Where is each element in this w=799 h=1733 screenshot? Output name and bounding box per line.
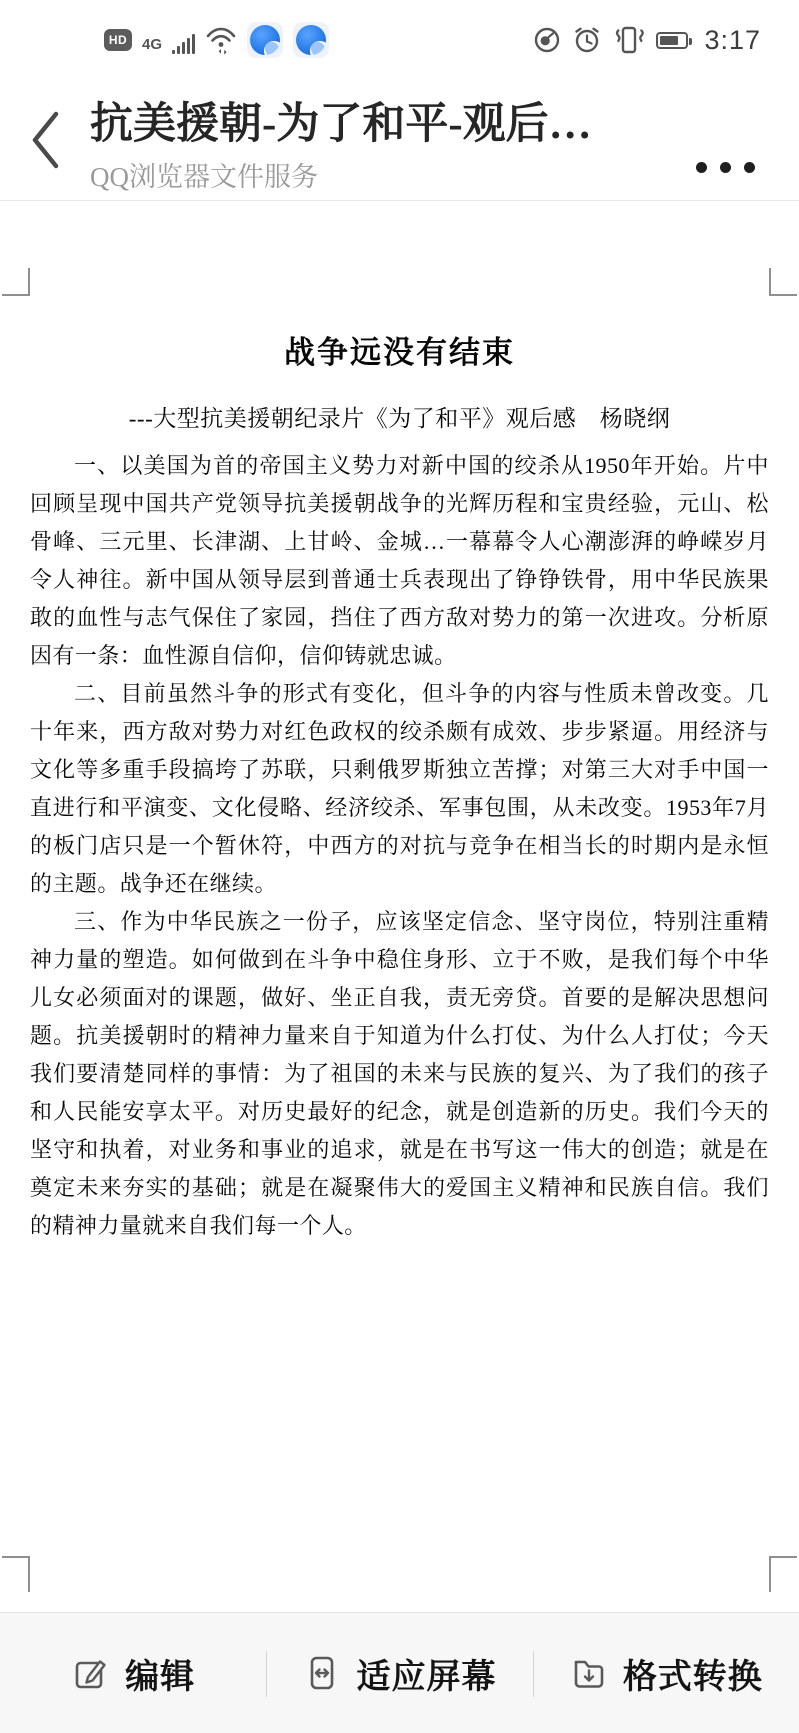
format-convert-label: 格式转换 [622, 1658, 763, 1696]
hd-badge: HD [104, 29, 132, 51]
paragraph-3: 三、作为中华民族之一份子，应该坚定信念、坚守岗位，特别注重精神力量的塑造。如何做到在斗争中稳住身形、立于不败，是我们每个中华儿女必须面对的课题，做好、坐正自我，责无旁贷。首要的是解决思想问题。抗美援朝时的精神力量来自于知道为什么打仗、为什么人打仗；今天我们要清楚同样的事情：为了祖国的未来与民族的复兴、为了我们的孩子和人民能安享太平。对历史最好的纪念，就是创造新的历史。我们今天的坚守和执着，对业务和事业的追求，就是在书写这一伟大的创造；就是在奠定未来夯实的基础；就是在凝聚伟大的爱国主义精神和民族自信。我们的精神力量就来自我们每一个人。 [30, 909, 769, 1238]
format-convert-button[interactable] [533, 1613, 799, 1733]
chevron-left-icon [26, 109, 64, 171]
more-menu-button[interactable] [696, 162, 755, 173]
header [0, 80, 799, 201]
bottom-toolbar [0, 1612, 799, 1733]
edit-label: 编辑 [125, 1658, 196, 1696]
vibrate-icon [612, 25, 646, 55]
more-dots-icon [696, 162, 707, 173]
status-bar-right [532, 25, 761, 56]
paragraph-1: 一、以美国为首的帝国主义势力对新中国的绞杀从1950年开始。片中回顾呈现中国共产党领导抗美援朝战争的光辉历程和宝贵经验，元山、松骨峰、三元里、长津湖、上甘岭、金城…一幕幕令人心潮澎湃的峥嵘岁月令人神往。新中国从领导层到普通士兵表现出了铮铮铁骨，用中华民族果敢的血性与志气保住了家园，挡住了西方敌对势力的第一次进攻。分析原因有一条：血性源自信仰，信仰铸就忠诚。 [30, 453, 769, 668]
edit-icon [71, 1653, 111, 1693]
status-bar [0, 0, 799, 80]
page-margin-mark-bottom-left [2, 1556, 30, 1592]
signal-bars-icon [172, 32, 195, 54]
file-title: 抗美援朝-为了和平-观后… [90, 101, 592, 148]
document-body [30, 447, 769, 1245]
network-type-label: 4G [142, 36, 163, 53]
fit-screen-label: 适应屏幕 [356, 1658, 497, 1696]
fit-screen-icon [302, 1653, 342, 1693]
status-bar-left [104, 22, 329, 58]
eye-comfort-icon [532, 25, 562, 55]
back-button[interactable] [0, 80, 90, 200]
document-byline: ---大型抗美援朝纪录片《为了和平》观后感 杨晓纲 [128, 406, 671, 431]
format-convert-icon [569, 1653, 609, 1693]
alarm-clock-icon [572, 25, 602, 55]
edit-button[interactable] [0, 1613, 266, 1733]
toolbar-divider [533, 1651, 534, 1697]
qq-browser-icon [247, 22, 283, 58]
battery-icon [656, 32, 688, 49]
document-content [30, 201, 769, 1245]
wifi-icon [205, 25, 237, 55]
more-dots-icon [744, 162, 755, 173]
fit-screen-button[interactable] [266, 1613, 532, 1733]
qq-browser-icon [293, 22, 329, 58]
toolbar-divider [266, 1651, 267, 1697]
page-margin-mark-top-left [2, 268, 30, 296]
status-time: 3:17 [704, 24, 761, 55]
more-dots-icon [720, 162, 731, 173]
header-text [90, 86, 686, 194]
document-title: 战争远没有结束 [284, 335, 515, 370]
document-viewer[interactable] [0, 201, 799, 1612]
file-source-label: QQ浏览器文件服务 [90, 162, 318, 192]
page-margin-mark-bottom-right [769, 1556, 797, 1592]
page-margin-mark-top-right [769, 268, 797, 296]
paragraph-2: 二、目前虽然斗争的形式有变化，但斗争的内容与性质未曾改变。几十年来，西方敌对势力对红色政权的绞杀颇有成效、步步紧逼。用经济与文化等多重手段搞垮了苏联，只剩俄罗斯独立苦撑；对第三大对手中国一直进行和平演变、文化侵略、经济绞杀、军事包围，从未改变。1953年7月的板门店只是一个暂休符，中西方的对抗与竞争在相当长的时期内是永恒的主题。战争还在继续。 [30, 681, 769, 896]
